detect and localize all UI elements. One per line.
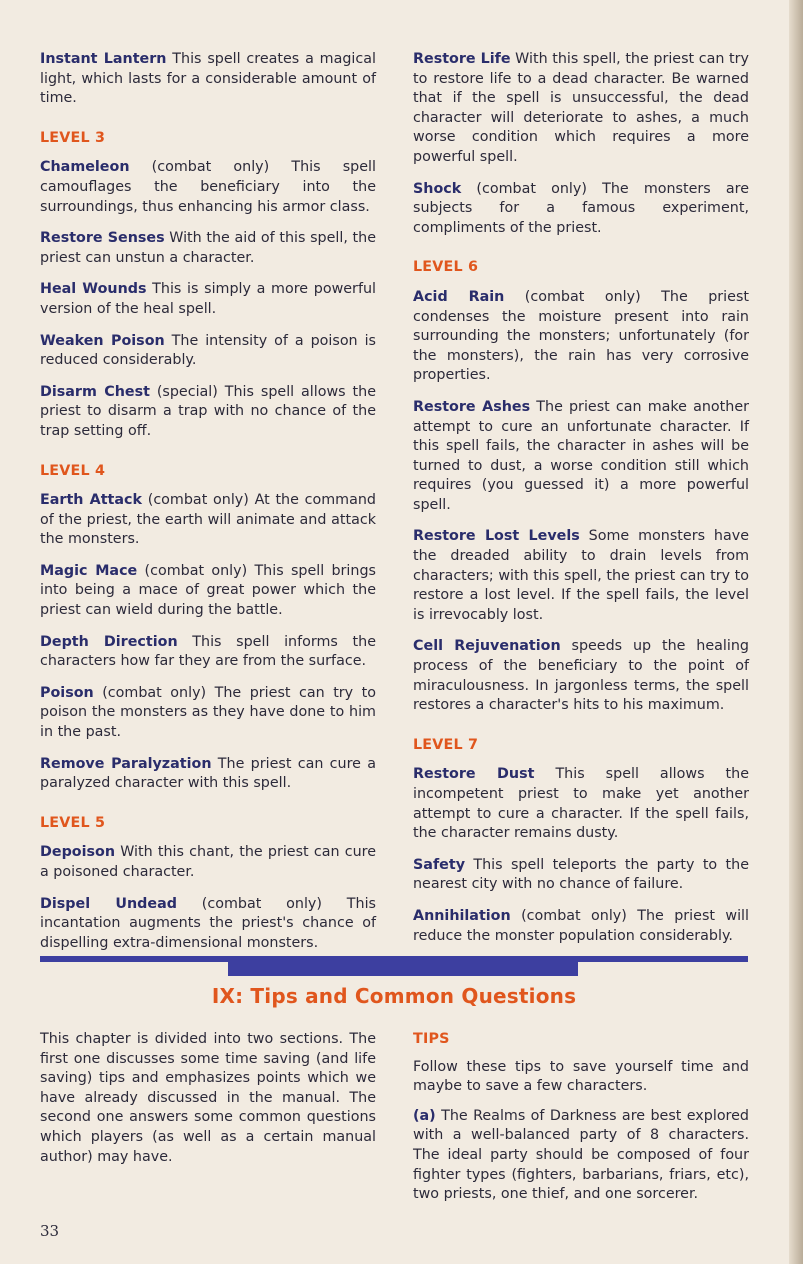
spell-name: Depoison — [40, 844, 116, 861]
level-heading: LEVEL 4 — [40, 462, 106, 479]
spell-description: This spell informs the characters how far they are from the surface. — [40, 633, 376, 670]
spell-name: Annihilation — [413, 907, 511, 924]
spell-description: (special) This spell allows the priest to disarm a trap with no chance of the trap setting off. — [40, 383, 376, 439]
spell-entry — [40, 633, 376, 672]
page-edge-shadow — [789, 0, 803, 1264]
spell-name: Instant Lantern — [40, 51, 167, 67]
left-column — [40, 50, 376, 965]
spell-name: Earth Attack — [40, 492, 143, 509]
chapter-divider-bar — [228, 958, 578, 976]
spell-description: The intensity of a poison is reduced considerably. — [40, 332, 376, 369]
spell-description: (combat only) At the command of the priest, the earth will animate and attack the monsters. — [40, 492, 376, 548]
level-heading: LEVEL 6 — [413, 259, 479, 276]
right-column — [413, 50, 749, 958]
spell-entry — [40, 684, 376, 743]
spell-description: (combat only) This spell camouflages the beneficiary into the surroundings, thus enhancing his armor class. — [40, 159, 376, 215]
tips-heading: TIPS — [413, 1031, 450, 1047]
spell-description: Some monsters have the dreaded ability to drain levels from characters; with this spell, the priest can try to restore a lost level. If the spell fails, the level is irrevocably lost. — [413, 528, 749, 623]
tip-item — [413, 1107, 749, 1205]
tip-letter: (a) — [413, 1107, 436, 1124]
spell-name: Dispel Undead — [40, 895, 177, 912]
spell-entry — [413, 288, 749, 386]
spell-entry — [40, 843, 376, 882]
spell-description: With the aid of this spell, the priest can unstun a character. — [40, 230, 377, 266]
spell-name: Restore Life — [413, 51, 511, 67]
spell-description: With this chant, the priest can cure a poisoned character. — [40, 844, 376, 880]
spell-name: Restore Ashes — [413, 398, 531, 415]
spell-description: (combat only) The priest condenses the moisture present into rain surrounding the monsters; unfortunately (for the monsters), the rain has very corrosive properties. — [413, 288, 749, 384]
spell-entry — [413, 50, 749, 168]
spell-name: Shock — [413, 180, 462, 197]
spell-name: Remove Paralyzation — [40, 755, 212, 772]
spell-name: Magic Mace — [40, 562, 138, 579]
spell-name: Depth Direction — [40, 633, 178, 650]
spell-name: Acid Rain — [413, 288, 505, 305]
spell-entry — [413, 398, 749, 516]
spell-entry — [413, 527, 749, 625]
spell-description: (combat only) The priest will reduce the monster population considerably. — [413, 907, 749, 944]
spell-entry — [40, 50, 376, 109]
spell-entry — [413, 637, 749, 715]
spell-entry — [413, 907, 749, 946]
spell-entry — [40, 491, 376, 550]
spell-description: The priest can cure a paralyzed character with this spell. — [40, 755, 376, 792]
spell-entry — [40, 562, 376, 621]
spell-description: speeds up the healing process of the beneficiary to the point of miraculousness. In jargonless terms, the spell restores a character's hits to his maximum. — [413, 638, 749, 714]
level-heading: LEVEL 5 — [40, 814, 106, 831]
level-heading: LEVEL 7 — [413, 736, 479, 753]
spell-name: Heal Wounds — [40, 281, 147, 298]
spell-entry — [413, 856, 749, 895]
spell-description: (combat only) The monsters are subjects for a famous experiment, compliments of the priest. — [413, 180, 749, 236]
spell-entry — [40, 280, 376, 319]
spell-name: Disarm Chest — [40, 383, 150, 400]
tips-intro: Follow these tips to save yourself time and maybe to save a few characters. — [413, 1058, 749, 1095]
spell-entry — [413, 180, 749, 239]
spell-description: (combat only) This incantation augments the priest's chance of dispelling extra-dimensional monsters. — [40, 895, 376, 951]
chapter-intro: This chapter is divided into two sections. The first one discusses some time saving (and life saving) tips and emphasizes points which we have already discussed in the manual. The second one answers some common questions which players (as well as a certain manual author) may have. — [40, 1031, 376, 1165]
spell-description: This is simply a more powerful version of the heal spell. — [40, 281, 377, 317]
spell-description: (combat only) The priest can try to poison the monsters as they have done to him in the past. — [40, 684, 376, 741]
spell-entry — [413, 765, 749, 843]
spell-entry — [40, 383, 376, 442]
spell-name: Safety — [413, 856, 466, 873]
spell-name: Restore Dust — [413, 766, 535, 783]
tip-text: The Realms of Darkness are best explored with a well-balanced party of 8 characters. The ideal party should be composed of four fighter types (fighters, barbarians, friars, etc), two priests, one thief, and one sorcerer. — [413, 1107, 749, 1203]
spell-name: Weaken Poison — [40, 332, 165, 349]
spell-description: The priest can make another attempt to cure an unfortunate character. If this spell fails, the character in ashes will be turned to dust, a worse condition still which requires (you guessed it) a more powerful spell. — [413, 398, 749, 513]
spell-name: Chameleon — [40, 159, 130, 176]
spell-entry — [40, 755, 376, 794]
spell-entry — [40, 158, 376, 217]
spell-name: Restore Senses — [40, 230, 165, 247]
spell-description: This spell allows the incompetent priest to make yet another attempt to cure a character. If the spell fails, the character remains dusty. — [413, 766, 749, 842]
spell-name: Cell Rejuvenation — [413, 638, 561, 655]
page-number: 33 — [40, 1222, 60, 1240]
spell-entry — [40, 229, 376, 268]
spell-description: (combat only) This spell brings into being a mace of great power which the priest can wield during the battle. — [40, 562, 376, 619]
level-heading: LEVEL 3 — [40, 129, 106, 146]
chapter-title: IX: Tips and Common Questions — [211, 984, 577, 1008]
spell-entry — [40, 895, 376, 954]
spell-entry — [40, 332, 376, 371]
tips-section — [413, 1030, 749, 1215]
spell-description: With this spell, the priest can try to restore life to a dead character. Be warned that if the spell is unsuccessful, the dead character will deteriorate to ashes, a much worse condition which requires a more powerful spell. — [413, 51, 749, 165]
spell-description: This spell creates a magical light, which lasts for a considerable amount of time. — [40, 51, 376, 107]
spell-name: Poison — [40, 684, 94, 701]
spell-description: This spell teleports the party to the nearest city with no chance of failure. — [413, 856, 749, 893]
spell-name: Restore Lost Levels — [413, 528, 580, 545]
